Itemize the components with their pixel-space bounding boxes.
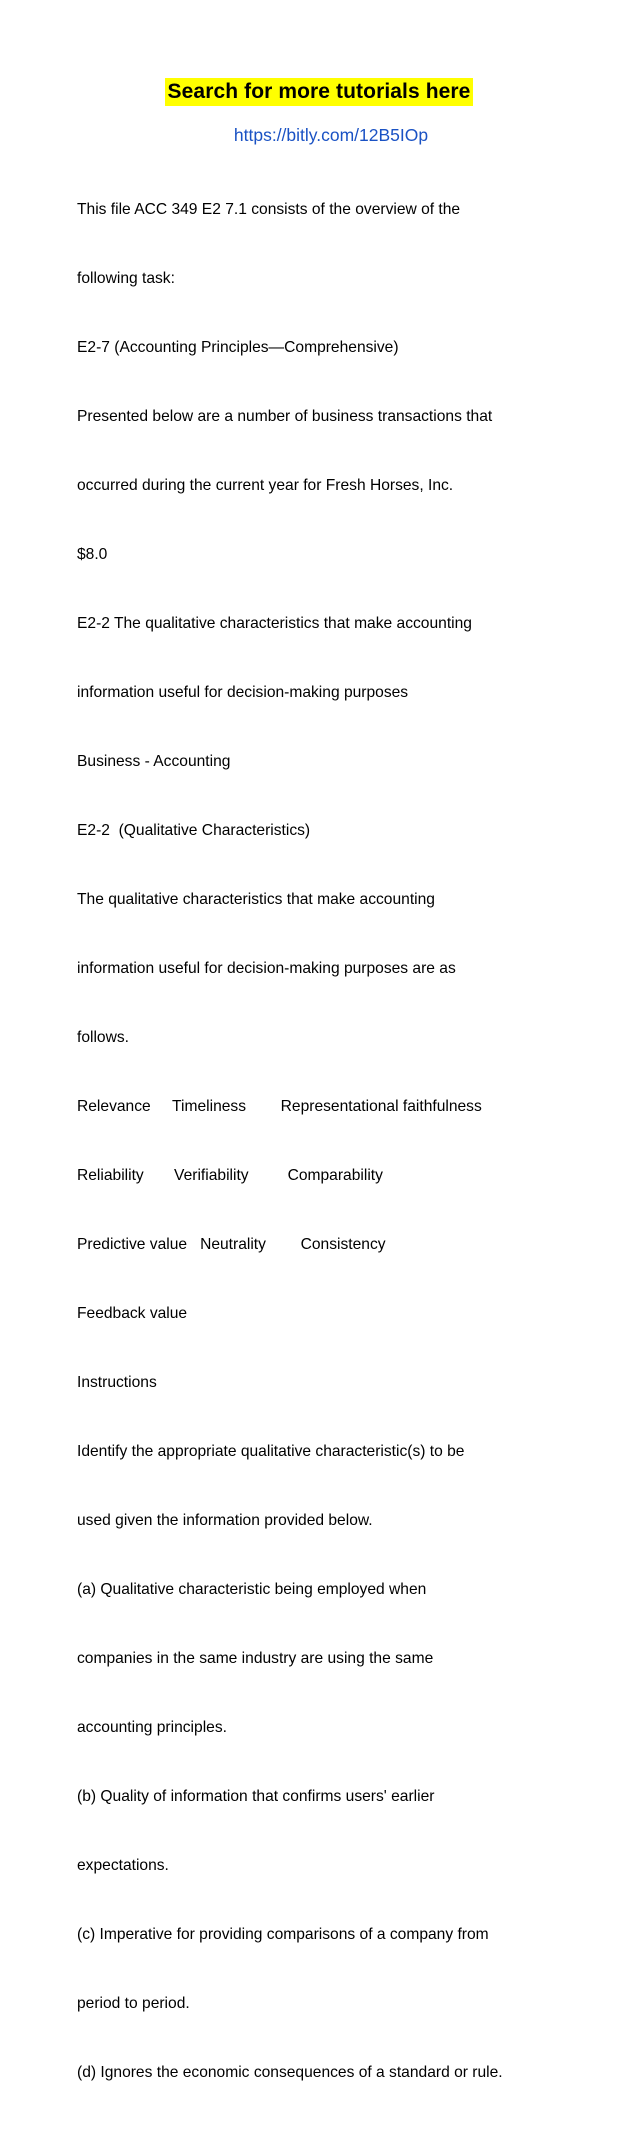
text-line: This file ACC 349 E2 7.1 consists of the overview of the bbox=[77, 201, 461, 218]
text-line: Identify the appropriate qualitative characteristic(s) to be bbox=[77, 1443, 465, 1460]
text-line: follows. bbox=[77, 1029, 129, 1046]
characteristics-row: Relevance Timeliness Representational faithfulness bbox=[77, 1098, 482, 1115]
price-line: $8.0 bbox=[77, 546, 108, 563]
tutorial-link[interactable]: https://bitly.com/12B5IOp bbox=[233, 125, 429, 145]
text-line: E2-7 (Accounting Principles—Comprehensive) bbox=[77, 339, 399, 356]
text-line: The qualitative characteristics that make accounting bbox=[77, 891, 435, 908]
text-line: E2-2 (Qualitative Characteristics) bbox=[77, 822, 311, 839]
text-line: accounting principles. bbox=[77, 1719, 227, 1736]
text-line: information useful for decision-making purposes bbox=[77, 684, 409, 701]
text-line: E2-2 The qualitative characteristics that make accounting bbox=[77, 615, 472, 632]
text-line: used given the information provided below. bbox=[77, 1512, 373, 1529]
instructions-heading: Instructions bbox=[77, 1374, 157, 1391]
text-line: information useful for decision-making purposes are as bbox=[77, 960, 456, 977]
body-text bbox=[77, 152, 597, 2130]
text-line: expectations. bbox=[77, 1857, 169, 1874]
header bbox=[0, 78, 638, 106]
text-line: (d) Ignores the economic consequences of a standard or rule. bbox=[77, 2064, 503, 2081]
characteristics-row: Reliability Verifiability Comparability bbox=[77, 1167, 383, 1184]
text-line: (b) Quality of information that confirms users' earlier bbox=[77, 1788, 435, 1805]
text-line: companies in the same industry are using the same bbox=[77, 1650, 434, 1667]
category-line: Business - Accounting bbox=[77, 753, 231, 770]
text-line: period to period. bbox=[77, 1995, 190, 2012]
search-banner: Search for more tutorials here bbox=[165, 78, 474, 106]
text-line: (c) Imperative for providing comparisons of a company from bbox=[77, 1926, 489, 1943]
characteristics-row: Predictive value Neutrality Consistency bbox=[77, 1236, 386, 1253]
text-line: Presented below are a number of business transactions that bbox=[77, 408, 493, 425]
characteristics-row: Feedback value bbox=[77, 1305, 188, 1322]
text-line: (a) Qualitative characteristic being employed when bbox=[77, 1581, 427, 1598]
link-row bbox=[0, 123, 638, 147]
text-line: occurred during the current year for Fresh Horses, Inc. bbox=[77, 477, 454, 494]
text-line: following task: bbox=[77, 270, 175, 287]
